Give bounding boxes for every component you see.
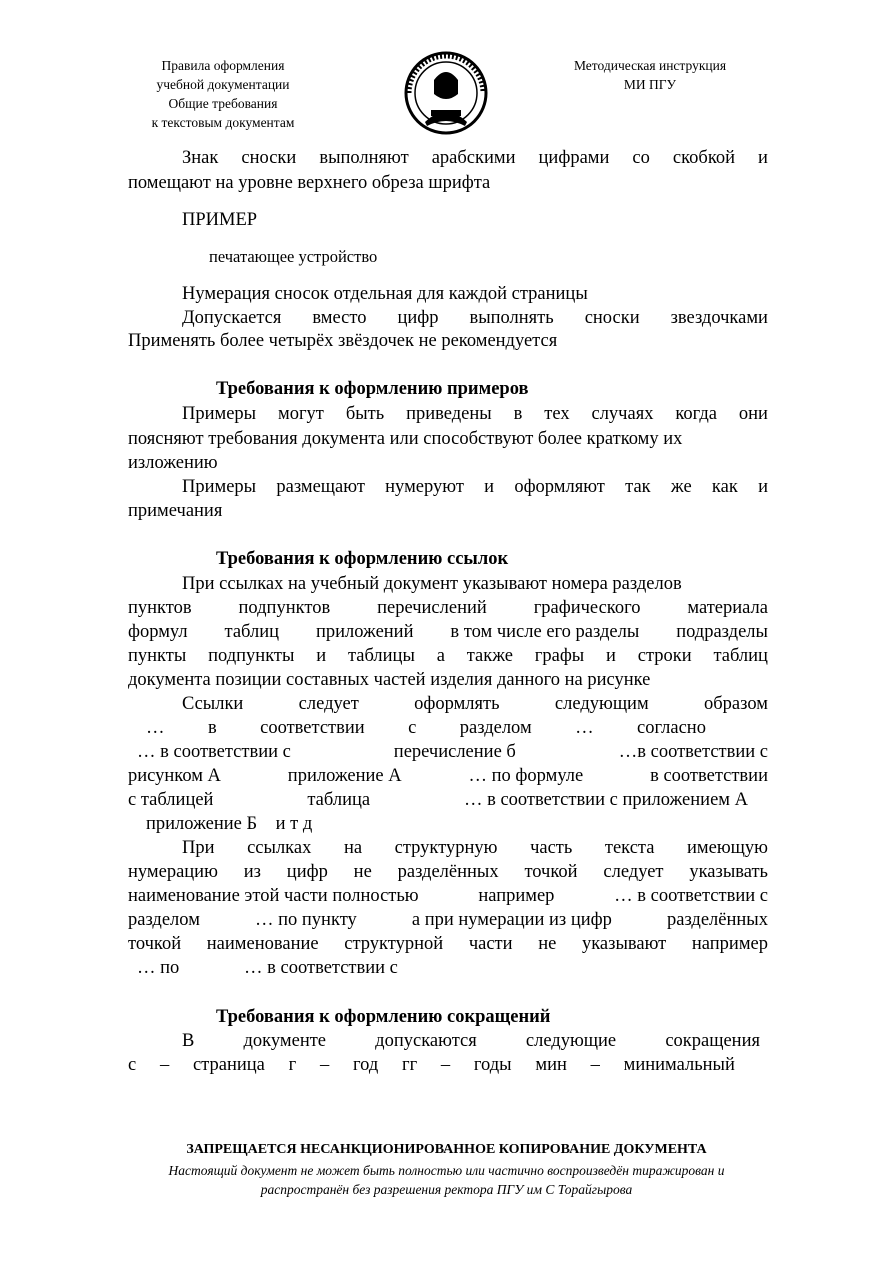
paragraph-line: … по … в соответствии с: [137, 958, 398, 978]
section-heading: Требования к оформлению примеров: [216, 379, 529, 399]
example-text: печатающее устройство: [209, 247, 378, 266]
paragraph-line: При ссылках на учебный документ указывают номера разделов: [182, 574, 682, 594]
header-right-line: Методическая инструкция: [573, 58, 727, 73]
paragraph-line: В документе допускаются следующие сокращения: [182, 1031, 760, 1051]
header-left-line: Общие требования: [168, 96, 278, 111]
paragraph-line: поясняют требования документа или способствуют более краткому их: [128, 429, 683, 449]
paragraph-line: Нумерация сносок отдельная для каждой страницы: [182, 284, 588, 304]
paragraph-line: разделом … по пункту а при нумерации из цифр разделённых: [128, 910, 768, 930]
header-left-line: учебной документации: [156, 77, 290, 92]
paragraph-line: Знак сноски выполняют арабскими цифрами со скобкой и: [182, 148, 768, 168]
paragraph-line: Применять более четырёх звёздочек не рекомендуется: [128, 331, 558, 351]
paragraph-line: пункты подпункты и таблицы а также графы и строки таблиц: [128, 646, 768, 666]
header-right-line: МИ ПГУ: [623, 77, 677, 92]
paragraph-line: рисунком А приложение А … по формуле в соответствии: [128, 766, 768, 786]
paragraph-line: Примеры размещают нумеруют и оформляют так же как и: [182, 477, 768, 497]
paragraph-line: помещают на уровне верхнего обреза шрифта: [128, 173, 491, 193]
paragraph-line: нумерацию из цифр не разделённых точкой следует указывать: [128, 862, 768, 882]
paragraph-line: Примеры могут быть приведены в тех случаях когда они: [182, 404, 768, 424]
paragraph-line: пунктов подпунктов перечислений графического материала: [128, 598, 768, 618]
section-heading: Требования к оформлению ссылок: [216, 549, 509, 569]
paragraph-line: приложение Б и т д: [146, 814, 313, 834]
copyright-notice-line: распространён без разрешения ректора ПГУ им С Торайгырова: [260, 1182, 633, 1197]
paragraph-line: Допускается вместо цифр выполнять сноски звездочками: [182, 308, 768, 328]
paragraph-line: с – страница г – год гг – годы мин – минимальный: [128, 1055, 735, 1075]
section-heading: Требования к оформлению сокращений: [216, 1007, 551, 1027]
example-label: ПРИМЕР: [182, 210, 258, 230]
header-left-line: к текстовым документам: [151, 115, 295, 130]
copyright-notice: [100, 1161, 793, 1199]
paragraph-line: … в соответствии с разделом … согласно: [146, 718, 706, 738]
university-emblem-icon: [401, 50, 491, 136]
paragraph-line: точкой наименование структурной части не указывают например: [128, 934, 768, 954]
paragraph-line: Ссылки следует оформлять следующим образом: [182, 694, 768, 714]
paragraph-line: формул таблиц приложений в том числе его разделы подразделы: [128, 622, 768, 642]
paragraph-line: изложению: [128, 453, 218, 473]
paragraph-line: примечания: [128, 501, 223, 521]
paragraph-line: с таблицей таблица … в соответствии с приложением А: [128, 790, 748, 810]
copyright-notice-line: Настоящий документ не может быть полностью или частично воспроизведён тиражирован и: [168, 1163, 725, 1178]
paragraph-line: документа позиции составных частей изделия данного на рисунке: [128, 670, 651, 690]
paragraph-line: … в соответствии с перечисление б …в соответствии с: [137, 742, 768, 762]
header-left-line: Правила оформления: [161, 58, 285, 73]
copyright-warning: ЗАПРЕЩАЕТСЯ НЕСАНКЦИОНИРОВАННОЕ КОПИРОВАНИЕ ДОКУМЕНТА: [186, 1142, 707, 1157]
paragraph-line: При ссылках на структурную часть текста имеющую: [182, 838, 768, 858]
header-left-block: [128, 56, 318, 132]
header-right-block: [560, 56, 740, 94]
paragraph-line: наименование этой части полностью например … в соответствии с: [128, 886, 768, 906]
